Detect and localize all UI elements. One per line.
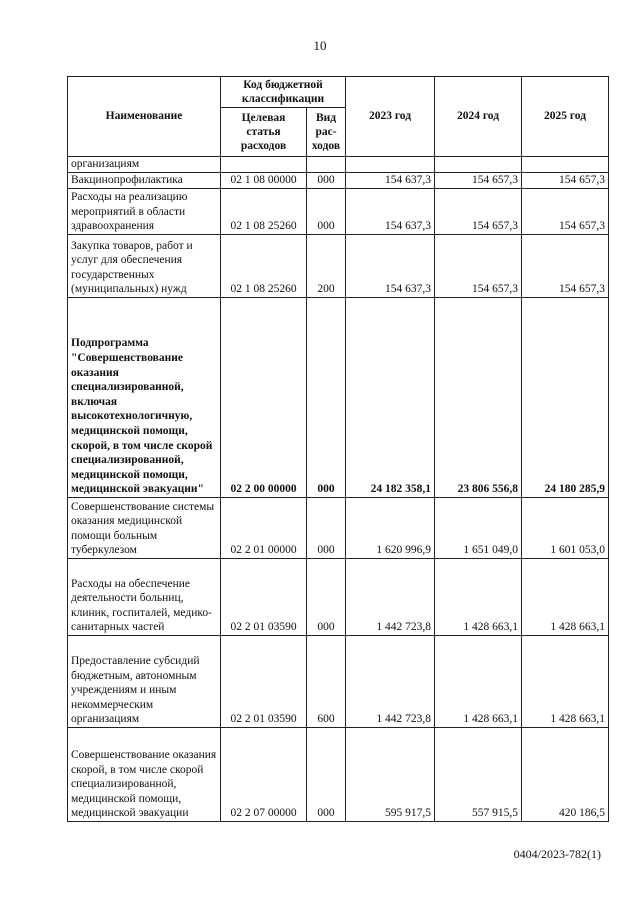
table-row <box>68 728 609 822</box>
row-value-2023: 1 620 996,9 <box>346 498 435 559</box>
row-expense-type: 000 <box>307 298 346 498</box>
table-body <box>68 157 609 822</box>
row-value-2024: 557 915,5 <box>435 728 522 822</box>
row-value-2025: 420 186,5 <box>522 728 609 822</box>
row-value-2025: 1 601 053,0 <box>522 498 609 559</box>
table-row <box>68 173 609 189</box>
row-value-2025 <box>522 157 609 173</box>
row-name: Подпрограмма "Совершенствование оказания специализированной, включая высокотехнологичную, медицинской помощи, скорой, в том числе скорой специализированной, медицинской помощи, медицинской эвакуации" <box>68 298 221 498</box>
row-expense-type <box>307 157 346 173</box>
row-name: Закупка товаров, работ и услуг для обеспечения государственных (муниципальных) нужд <box>68 235 221 298</box>
budget-table <box>67 76 609 822</box>
table-row <box>68 235 609 298</box>
row-value-2025: 1 428 663,1 <box>522 559 609 636</box>
row-target-code <box>221 157 307 173</box>
row-value-2023: 154 637,3 <box>346 173 435 189</box>
row-value-2023: 595 917,5 <box>346 728 435 822</box>
row-target-code: 02 1 08 25260 <box>221 235 307 298</box>
table-row <box>68 189 609 235</box>
row-value-2025: 154 657,3 <box>522 189 609 235</box>
row-target-code: 02 2 01 03590 <box>221 636 307 728</box>
row-expense-type: 000 <box>307 173 346 189</box>
header-2023: 2023 год <box>346 77 435 157</box>
row-value-2024: 1 428 663,1 <box>435 636 522 728</box>
row-target-code: 02 2 00 00000 <box>221 298 307 498</box>
row-value-2025: 154 657,3 <box>522 173 609 189</box>
row-value-2023 <box>346 157 435 173</box>
row-value-2023: 1 442 723,8 <box>346 636 435 728</box>
row-value-2024: 1 428 663,1 <box>435 559 522 636</box>
row-name: Расходы на обеспечение деятельности больниц, клиник, госпиталей, медико-санитарных частей <box>68 559 221 636</box>
row-value-2025: 154 657,3 <box>522 235 609 298</box>
row-value-2024 <box>435 157 522 173</box>
table-row <box>68 559 609 636</box>
row-value-2024: 154 657,3 <box>435 189 522 235</box>
table-row <box>68 498 609 559</box>
row-expense-type: 000 <box>307 189 346 235</box>
row-name: организациям <box>68 157 221 173</box>
header-row <box>68 77 609 108</box>
row-value-2024: 154 657,3 <box>435 235 522 298</box>
row-target-code: 02 1 08 25260 <box>221 189 307 235</box>
header-2025: 2025 год <box>522 77 609 157</box>
header-target-item: Целевая статья расходов <box>221 108 307 157</box>
row-expense-type: 000 <box>307 498 346 559</box>
row-value-2023: 154 637,3 <box>346 189 435 235</box>
header-code-group: Код бюджетной классификации <box>221 77 346 108</box>
header-2024: 2024 год <box>435 77 522 157</box>
page-number: 10 <box>313 38 327 53</box>
header-name: Наименование <box>68 77 221 157</box>
row-expense-type: 000 <box>307 559 346 636</box>
row-value-2025: 1 428 663,1 <box>522 636 609 728</box>
row-value-2023: 1 442 723,8 <box>346 559 435 636</box>
table-row <box>68 157 609 173</box>
header-expense-type: Вид рас-ходов <box>307 108 346 157</box>
row-name: Совершенствование системы оказания медицинской помощи больным туберкулезом <box>68 498 221 559</box>
row-value-2025: 24 180 285,9 <box>522 298 609 498</box>
row-target-code: 02 2 07 00000 <box>221 728 307 822</box>
row-expense-type: 200 <box>307 235 346 298</box>
row-name: Совершенствование оказания скорой, в том числе скорой специализированной, медицинской помощи, медицинской эвакуации <box>68 728 221 822</box>
row-name: Предоставление субсидий бюджетным, автономным учреждениям и иным некоммерческим организациям <box>68 636 221 728</box>
table-row <box>68 298 609 498</box>
table-row <box>68 636 609 728</box>
row-value-2024: 154 657,3 <box>435 173 522 189</box>
footer-document-code: 0404/2023-782(1) <box>513 847 601 861</box>
row-name: Вакцинопрофилактика <box>68 173 221 189</box>
row-value-2024: 1 651 049,0 <box>435 498 522 559</box>
row-expense-type: 000 <box>307 728 346 822</box>
row-value-2024: 23 806 556,8 <box>435 298 522 498</box>
row-target-code: 02 1 08 00000 <box>221 173 307 189</box>
row-expense-type: 600 <box>307 636 346 728</box>
row-target-code: 02 2 01 00000 <box>221 498 307 559</box>
row-value-2023: 154 637,3 <box>346 235 435 298</box>
row-target-code: 02 2 01 03590 <box>221 559 307 636</box>
row-name: Расходы на реализацию мероприятий в области здравоохранения <box>68 189 221 235</box>
row-value-2023: 24 182 358,1 <box>346 298 435 498</box>
